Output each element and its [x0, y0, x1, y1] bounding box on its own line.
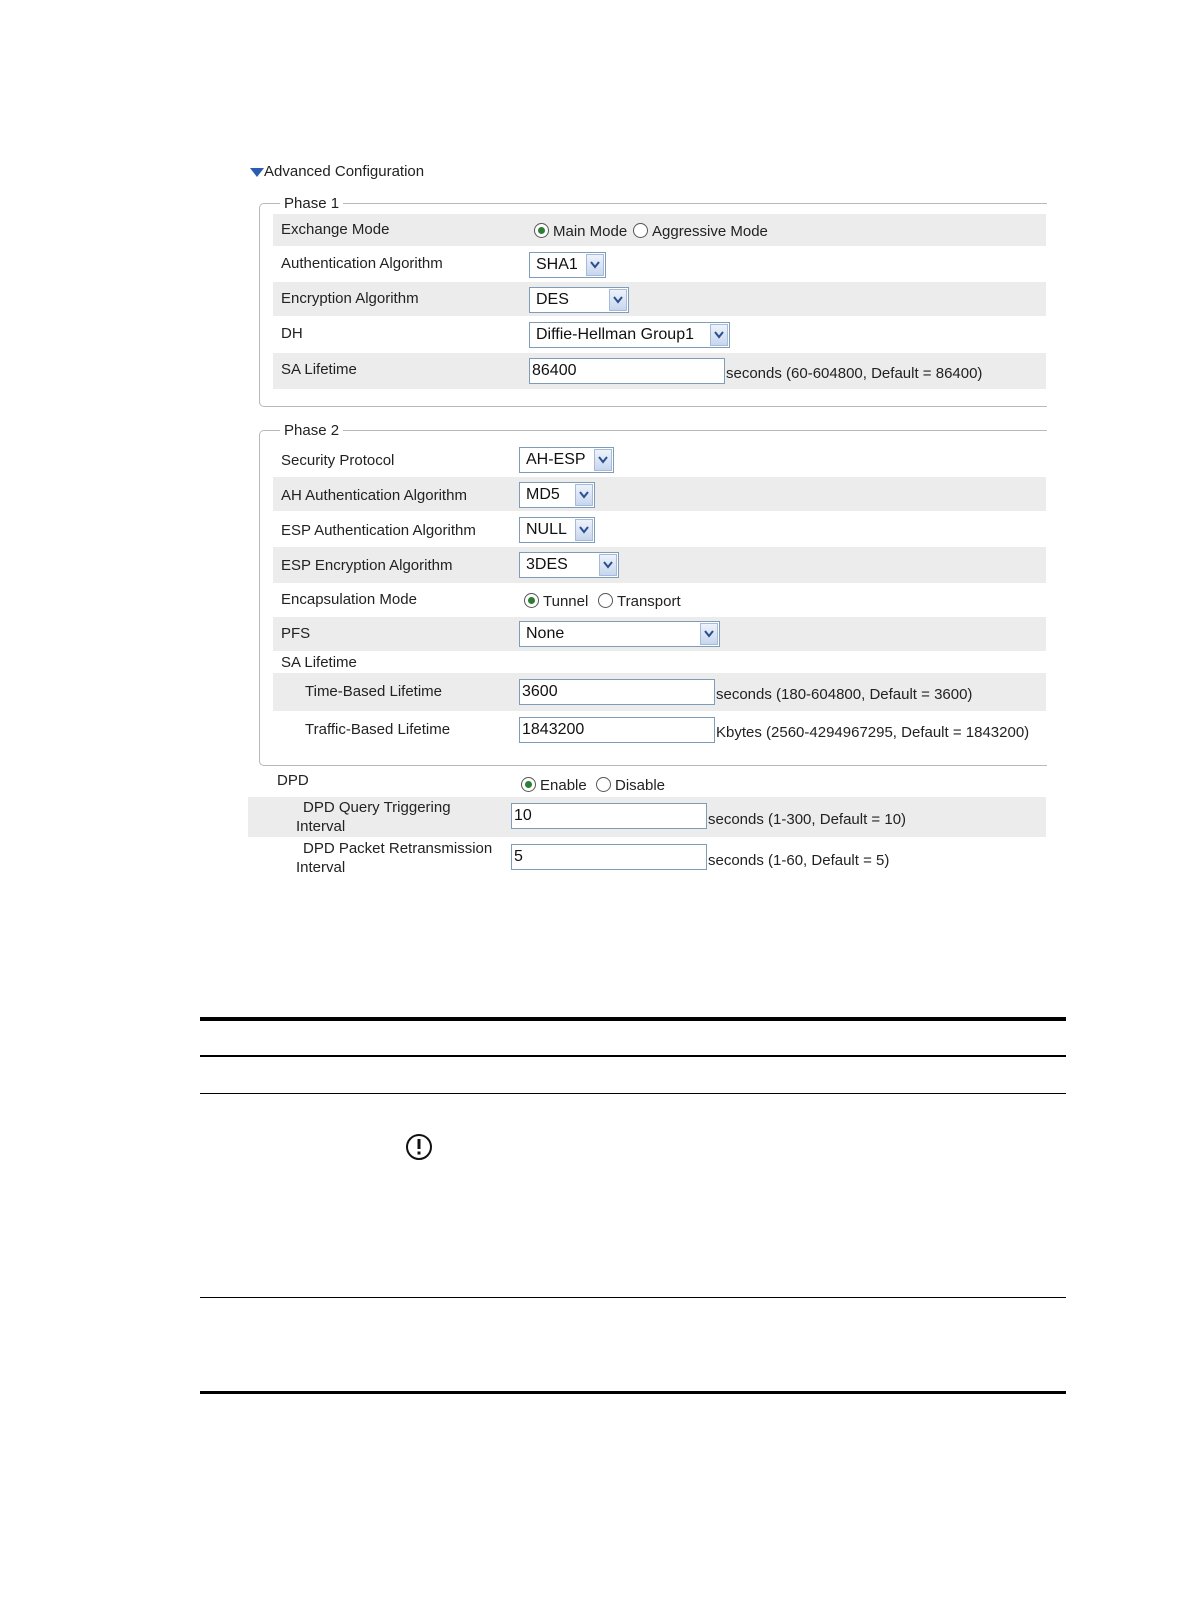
dpd-label: DPD — [277, 772, 309, 789]
dpd-retrans-label-line2: Interval — [296, 859, 346, 876]
esp-enc-value: 3DES — [526, 556, 568, 573]
enc-algorithm-select[interactable] — [529, 287, 629, 313]
enc-algorithm-value: DES — [536, 291, 569, 308]
phase2-sa-lifetime-label: SA Lifetime — [281, 654, 357, 671]
dpd-query-interval-hint: seconds (1-300, Default = 10) — [708, 811, 907, 828]
triangle-down-icon — [250, 168, 264, 178]
ah-auth-label: AH Authentication Algorithm — [281, 487, 467, 504]
sa-lifetime-input[interactable] — [529, 358, 725, 384]
table-header-rule — [200, 1055, 1066, 1057]
dpd-retrans-label-line1: DPD Packet Retransmission — [303, 840, 493, 857]
chevron-down-icon — [575, 519, 593, 541]
phase2-legend: Phase 2 — [280, 422, 343, 439]
transport-label: Transport — [617, 593, 681, 610]
esp-auth-select[interactable] — [519, 517, 595, 543]
enc-algorithm-label: Encryption Algorithm — [281, 290, 419, 307]
dpd-query-interval-value: 10 — [514, 807, 532, 824]
main-mode-radio[interactable] — [534, 223, 549, 238]
tunnel-label: Tunnel — [543, 593, 589, 610]
dpd-query-interval-input[interactable] — [511, 803, 707, 829]
chevron-down-icon — [609, 289, 627, 311]
dpd-enable-radio[interactable] — [521, 777, 536, 792]
encapsulation-mode-label: Encapsulation Mode — [281, 591, 417, 608]
aggressive-mode-radio[interactable] — [633, 223, 648, 238]
ah-auth-value: MD5 — [526, 486, 560, 503]
time-based-lifetime-hint: seconds (180-604800, Default = 3600) — [716, 686, 973, 703]
dpd-retrans-interval-value: 5 — [514, 848, 523, 865]
sa-lifetime-value: 86400 — [532, 362, 577, 379]
chevron-down-icon — [599, 554, 617, 576]
dpd-query-label-line1: DPD Query Triggering — [303, 799, 451, 816]
transport-radio[interactable] — [598, 593, 613, 608]
table-top-rule — [200, 1017, 1066, 1021]
dh-select[interactable] — [529, 322, 730, 348]
traffic-based-lifetime-input[interactable] — [519, 717, 715, 743]
advanced-configuration-title: Advanced Configuration — [264, 163, 425, 180]
time-based-lifetime-input[interactable] — [519, 679, 715, 705]
traffic-based-lifetime-label: Traffic-Based Lifetime — [305, 721, 451, 738]
dpd-disable-radio[interactable] — [596, 777, 611, 792]
esp-enc-select[interactable] — [519, 552, 619, 578]
table-row-rule — [200, 1297, 1066, 1298]
dh-label: DH — [281, 325, 303, 342]
dpd-disable-label: Disable — [615, 777, 666, 794]
security-protocol-value: AH-ESP — [526, 451, 586, 468]
sa-lifetime-hint: seconds (60-604800, Default = 86400) — [726, 365, 983, 382]
pfs-label: PFS — [281, 625, 311, 642]
dpd-query-label-line2: Interval — [296, 818, 346, 835]
main-mode-label: Main Mode — [553, 223, 628, 240]
dpd-retrans-interval-hint: seconds (1-60, Default = 5) — [708, 852, 890, 869]
exchange-mode-label: Exchange Mode — [281, 221, 390, 238]
security-protocol-label: Security Protocol — [281, 452, 395, 469]
esp-auth-value: NULL — [526, 521, 567, 538]
chevron-down-icon — [575, 484, 593, 506]
tunnel-radio[interactable] — [524, 593, 539, 608]
table-bottom-rule — [200, 1391, 1066, 1394]
traffic-based-lifetime-hint: Kbytes (2560-4294967295, Default = 1843200) — [716, 724, 1030, 741]
aggressive-mode-label: Aggressive Mode — [652, 223, 768, 240]
phase1-legend: Phase 1 — [280, 195, 343, 212]
time-based-lifetime-label: Time-Based Lifetime — [305, 683, 442, 700]
dh-value: Diffie-Hellman Group1 — [536, 326, 694, 343]
table-row-rule — [200, 1093, 1066, 1094]
chevron-down-icon — [586, 254, 604, 276]
security-protocol-select[interactable] — [519, 447, 614, 473]
esp-auth-label: ESP Authentication Algorithm — [281, 522, 476, 539]
ah-auth-select[interactable] — [519, 482, 595, 508]
auth-algorithm-select[interactable] — [529, 252, 606, 278]
pfs-select[interactable] — [519, 621, 720, 647]
esp-enc-label: ESP Encryption Algorithm — [281, 557, 453, 574]
chevron-down-icon — [700, 623, 718, 645]
auth-algorithm-label: Authentication Algorithm — [281, 255, 443, 272]
chevron-down-icon — [594, 449, 612, 471]
important-icon — [405, 1133, 433, 1161]
time-based-lifetime-value: 3600 — [522, 683, 558, 700]
dpd-retrans-interval-input[interactable] — [511, 844, 707, 870]
pfs-value: None — [526, 625, 565, 642]
sa-lifetime-label: SA Lifetime — [281, 361, 357, 378]
auth-algorithm-value: SHA1 — [536, 256, 578, 273]
chevron-down-icon — [710, 324, 728, 346]
dpd-enable-label: Enable — [540, 777, 587, 794]
traffic-based-lifetime-value: 1843200 — [522, 721, 585, 738]
